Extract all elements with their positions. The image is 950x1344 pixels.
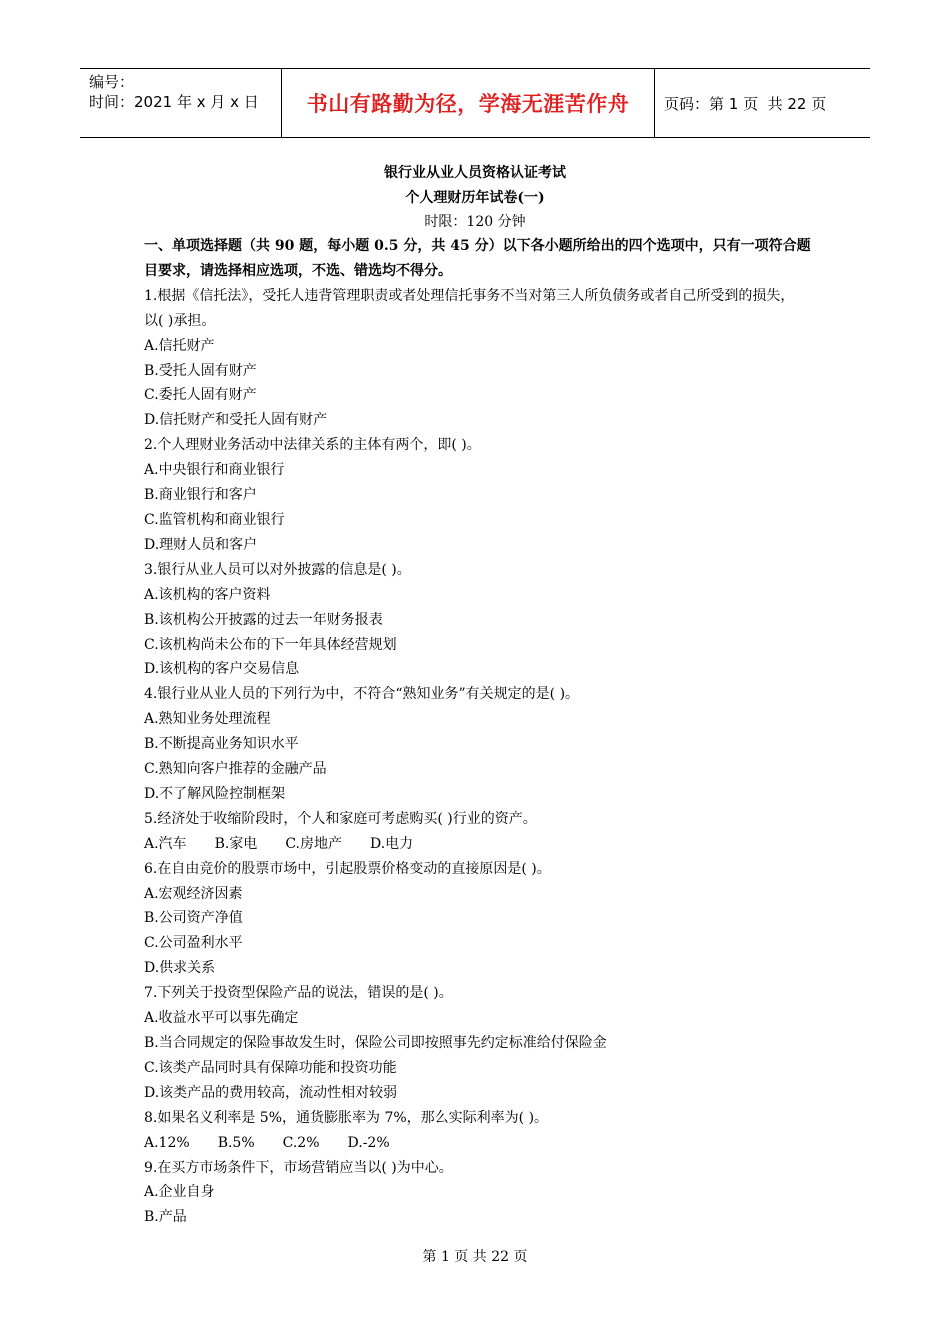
answer-option: B.该机构公开披露的过去一年财务报表: [144, 611, 383, 628]
answer-option: B.不断提高业务知识水平: [144, 736, 299, 753]
answer-option: D.-2%: [347, 1134, 390, 1151]
answer-option: B.家电: [214, 835, 258, 852]
time-limit: 时限：120 分钟: [424, 214, 526, 230]
section-heading-line: 目要求，请选择相应选项，不选、错选均不得分。: [144, 262, 452, 279]
answer-option: B.商业银行和客户: [144, 487, 257, 504]
answer-option: C.熟知向客户推荐的金融产品: [144, 761, 327, 778]
section-heading-line: 一、单项选择题（共 90 题，每小题 0.5 分，共 45 分）以下各小题所给出的四个选项中，只有一项符合题: [144, 238, 811, 254]
question-text: 8.如果名义利率是 5%，通货膨胀率为 7%，那么实际利率为( )。: [144, 1109, 549, 1126]
header-number: 编号：: [89, 73, 135, 91]
header-divider: [654, 69, 655, 137]
question-text: 3.银行从业人员可以对外披露的信息是( )。: [144, 561, 411, 578]
answer-option: A.信托财产: [144, 337, 215, 354]
header-time: 时间：2021 年 x 月 x 日: [89, 93, 259, 111]
answer-option-row: [144, 1131, 824, 1156]
answer-option: A.熟知业务处理流程: [144, 711, 271, 728]
answer-option: D.不了解风险控制框架: [144, 785, 286, 802]
answer-option: A.12%: [144, 1134, 190, 1151]
question-text: 4.银行业从业人员的下列行为中，不符合“熟知业务”有关规定的是( )。: [144, 686, 580, 703]
answer-option: B.5%: [217, 1134, 255, 1151]
answer-option: B.当合同规定的保险事故发生时，保险公司即按照事先约定标准给付保险金: [144, 1035, 607, 1051]
question-text: 9.在买方市场条件下，市场营销应当以( )为中心。: [144, 1159, 453, 1176]
question-text: 2.个人理财业务活动中法律关系的主体有两个，即( )。: [144, 437, 481, 454]
answer-option: D.电力: [369, 835, 414, 852]
answer-option: D.该类产品的费用较高，流动性相对较弱: [144, 1084, 398, 1101]
answer-option: B.产品: [144, 1209, 187, 1226]
answer-option: A.企业自身: [144, 1184, 215, 1201]
answer-option: B.公司资产净值: [144, 910, 243, 927]
answer-option: C.监管机构和商业银行: [144, 511, 285, 528]
page-header: [80, 68, 870, 138]
answer-option: A.中央银行和商业银行: [144, 462, 285, 479]
question-text: 5.经济处于收缩阶段时，个人和家庭可考虑购买( )行业的资产。: [144, 810, 537, 827]
answer-option-row: [144, 832, 824, 857]
answer-option: A.收益水平可以事先确定: [144, 1010, 299, 1027]
question-list: [144, 234, 824, 1230]
answer-option: C.该类产品同时具有保障功能和投资功能: [144, 1059, 397, 1076]
header-page-info: [664, 69, 870, 137]
answer-option: D.该机构的客户交易信息: [144, 661, 300, 678]
header-motto: 书山有路勤为径，学海无涯苦作舟: [306, 92, 630, 116]
answer-option: C.委托人固有财产: [144, 387, 257, 404]
page-footer: 第 1 页 共 22 页: [422, 1249, 528, 1265]
answer-option: C.2%: [282, 1134, 320, 1151]
answer-option: C.房地产: [285, 835, 342, 852]
header-meta: [89, 72, 279, 112]
answer-option: D.信托财产和受托人固有财产: [144, 412, 328, 429]
question-text: 7.下列关于投资型保险产品的说法，错误的是( )。: [144, 985, 453, 1002]
question-text: 以( )承担。: [144, 312, 216, 329]
answer-option: B.受托人固有财产: [144, 362, 257, 379]
answer-option: D.理财人员和客户: [144, 536, 258, 553]
document-title: 银行业从业人员资格认证考试: [384, 165, 566, 181]
answer-option: C.公司盈利水平: [144, 935, 243, 952]
answer-option: D.供求关系: [144, 960, 216, 977]
document-subtitle: 个人理财历年试卷(一): [405, 190, 545, 206]
question-text: 1.根据《信托法》，受托人违背管理职责或者处理信托事务不当对第三人所负债务或者自己所受到的损失，: [144, 287, 795, 304]
page-info-text: 页码：第 1 页 共 22 页: [664, 94, 827, 113]
question-text: 6.在自由竞价的股票市场中，引起股票价格变动的直接原因是( )。: [144, 860, 551, 877]
answer-option: A.该机构的客户资料: [144, 586, 271, 603]
answer-option: A.汽车: [144, 835, 187, 852]
answer-option: A.宏观经济因素: [144, 885, 243, 902]
answer-option: C.该机构尚未公布的下一年具体经营规划: [144, 636, 397, 653]
